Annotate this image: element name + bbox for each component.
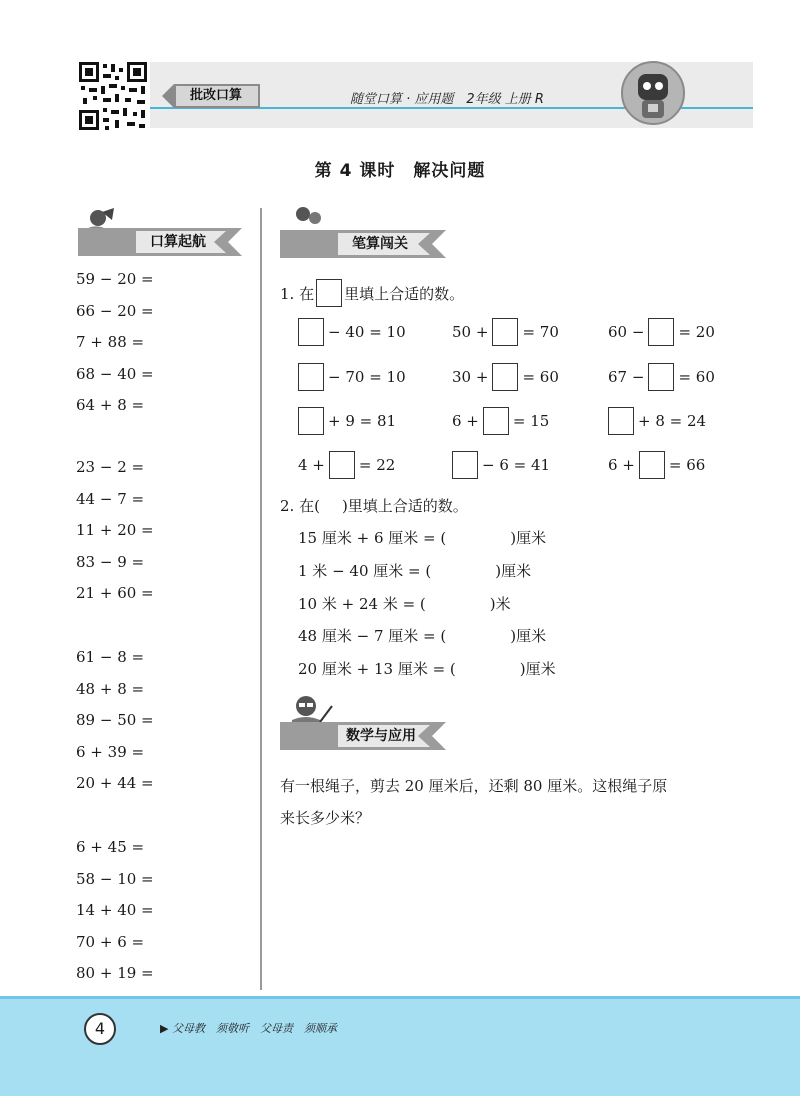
word-problem-line-2: 来长多少米？ [280,809,371,827]
answer-box[interactable] [648,363,674,391]
equation-left: 4 + [298,456,325,474]
equation-right: − 6 = 41 [482,456,551,474]
equation-item [452,363,559,391]
oral-exercise: 14 + 40 = [76,901,154,919]
word-problem-line-1: 有一根绳子，剪去 20 厘米后，还剩 80 厘米。这根绳子原 [280,777,668,795]
tag-label: 批改口算 [189,88,242,103]
equation-item [298,318,406,346]
equation-left: 6 + [608,456,635,474]
answer-box[interactable] [298,407,324,435]
oral-exercise: 80 + 19 = [76,964,154,982]
oral-exercise: 20 + 44 = [76,774,154,792]
conversion-unit: )厘米 [495,562,532,580]
equation-right: = 20 [678,323,715,341]
answer-box[interactable] [608,407,634,435]
equation-left: 60 − [608,323,645,341]
oral-exercise: 61 − 8 = [76,648,145,666]
oral-exercise: 70 + 6 = [76,932,145,951]
equation-item [608,318,715,346]
conversion-unit: )米 [489,595,511,613]
oral-section-title: 口算起航 [150,234,206,250]
oral-exercise: 89 − 50 = [76,711,154,729]
unit-conversion-item [298,658,556,679]
equation-right: − 70 = 10 [328,368,406,386]
answer-box-sample [316,279,342,307]
answer-box[interactable] [492,363,518,391]
equation-item [298,451,395,479]
written-section-title: 笔算闯关 [352,236,408,252]
oral-exercise: 83 − 9 = [76,552,145,571]
oral-exercise: 48 + 8 = [76,679,145,698]
unit-conversion-item [298,560,531,581]
equation-right: − 40 = 10 [328,323,406,341]
footer-motto: ▶ 父母教 须敬听 父母责 须顺承 [160,1022,337,1035]
equation-right: + 9 = 81 [328,412,397,430]
equation-right: = 15 [512,412,550,430]
equation-left: 6 + [452,412,479,430]
oral-exercise: 64 + 8 = [76,396,145,414]
answer-box[interactable] [492,318,518,346]
question-2-prompt [280,495,468,516]
equation-right: = 60 [678,368,715,386]
answer-box[interactable] [452,451,478,479]
conversion-expression: 20 厘米 + 13 厘米 = ( [298,660,456,678]
question-1-prompt [280,279,464,307]
oral-exercise: 7 + 88 = [76,333,145,351]
footer-band [0,998,800,1096]
equation-item [452,451,550,479]
conversion-expression: 1 米 − 40 厘米 = ( [298,562,432,580]
answer-box[interactable] [298,363,324,391]
question-2-suffix: )里填上合适的数。 [341,497,468,515]
qr-code [77,60,149,132]
conversion-expression: 15 厘米 + 6 厘米 = ( [298,529,447,547]
equation-right: = 60 [522,368,559,386]
equation-item [608,363,715,391]
question-2-prefix: 2. 在( [280,497,320,515]
question-1-suffix: 里填上合适的数。 [344,284,465,303]
oral-exercise: 66 − 20 = [76,301,154,320]
equation-right: = 66 [668,456,706,474]
oral-exercise: 23 − 2 = [76,458,145,476]
equation-right: + 8 = 24 [638,412,707,430]
equation-right: = 70 [522,323,559,341]
conversion-unit: )厘米 [510,529,547,547]
column-divider [260,208,262,990]
footer-rule [0,996,800,999]
conversion-expression: 48 厘米 − 7 厘米 = ( [298,627,447,645]
unit-conversion-item [298,625,546,646]
equation-item [608,451,705,479]
equation-item [452,318,559,346]
robot-mascot-icon [620,60,686,126]
page-number: 4 [84,1013,116,1045]
answer-box[interactable] [298,318,324,346]
oral-exercise: 11 + 20 = [76,521,154,539]
equation-item [608,407,706,435]
conversion-expression: 10 米 + 24 米 = ( [298,595,426,613]
lesson-title: 第 4 课时 解决问题 [314,161,486,181]
equation-item [298,363,406,391]
conversion-unit: )厘米 [519,660,556,678]
conversion-unit: )厘米 [510,627,547,645]
equation-left: 67 − [608,368,645,386]
equation-left: 50 + [452,323,489,341]
answer-box[interactable] [639,451,665,479]
answer-box[interactable] [648,318,674,346]
equation-right: = 22 [358,456,396,474]
book-title: 随堂口算 · 应用题 2年级 上册 R [350,92,544,107]
oral-exercise: 6 + 39 = [76,742,145,761]
oral-exercise: 68 − 40 = [76,364,154,383]
oral-exercise: 21 + 60 = [76,584,154,602]
unit-conversion-item [298,527,546,548]
equation-item [452,407,549,435]
oral-exercise: 58 − 10 = [76,869,154,888]
answer-box[interactable] [329,451,355,479]
answer-box[interactable] [483,407,509,435]
unit-conversion-item [298,593,511,614]
equation-left: 30 + [452,368,489,386]
oral-exercise: 6 + 45 = [76,838,145,856]
oral-exercise: 44 − 7 = [76,489,145,508]
application-section-title: 数学与应用 [346,728,416,744]
equation-item [298,407,396,435]
oral-exercise: 59 − 20 = [76,270,154,288]
question-1-prefix: 1. 在 [280,284,315,303]
